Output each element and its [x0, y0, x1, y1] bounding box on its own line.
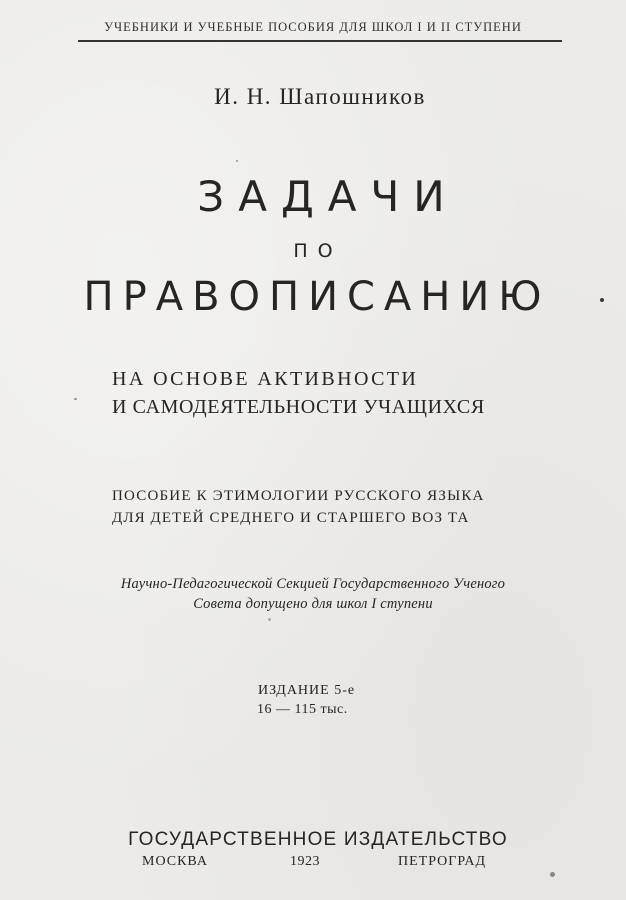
paper-speck — [74, 398, 77, 400]
paper-speck — [268, 618, 271, 621]
approval-line-2: Совета допущено для школ I ступени — [193, 596, 433, 612]
book-title-line-2: ПО — [293, 240, 343, 262]
author-name: И. Н. Шапошников — [214, 84, 426, 109]
publisher-city-moscow: МОСКВА — [142, 854, 208, 869]
paper-speck — [550, 872, 555, 877]
paper-speck — [236, 160, 238, 162]
book-title-line-1: ЗАДАЧИ — [197, 172, 459, 221]
edition-print-run: 16 — 115 тыс. — [257, 702, 348, 717]
series-header: УЧЕБНИКИ И УЧЕБНЫЕ ПОСОБИЯ ДЛЯ ШКОЛ I И II СТУПЕНИ — [104, 20, 522, 34]
publisher-name: ГОСУДАРСТВЕННОЕ ИЗДАТЕЛЬСТВО — [128, 829, 508, 850]
book-title-line-3: ПРАВОПИСАНИЮ — [83, 274, 551, 320]
subtitle-line-2: И САМОДЕЯТЕЛЬНОСТИ УЧАЩИХСЯ — [112, 396, 485, 418]
paper-speck — [600, 298, 604, 302]
subtitle-line-1: НА ОСНОВЕ АКТИВНОСТИ — [112, 368, 419, 390]
publisher-city-petrograd: ПЕТРОГРАД — [398, 854, 487, 869]
publication-year: 1923 — [290, 854, 320, 869]
purpose-line-2: ДЛЯ ДЕТЕЙ СРЕДНЕГО И СТАРШЕГО ВОЗ ТА — [112, 510, 470, 526]
approval-line-1: Научно-Педагогической Секцией Государственного Ученого — [120, 576, 506, 592]
purpose-line-1: ПОСОБИЕ К ЭТИМОЛОГИИ РУССКОГО ЯЗЫКА — [112, 488, 485, 504]
edition-label: ИЗДАНИЕ 5-е — [258, 683, 356, 698]
header-rule — [78, 40, 562, 42]
